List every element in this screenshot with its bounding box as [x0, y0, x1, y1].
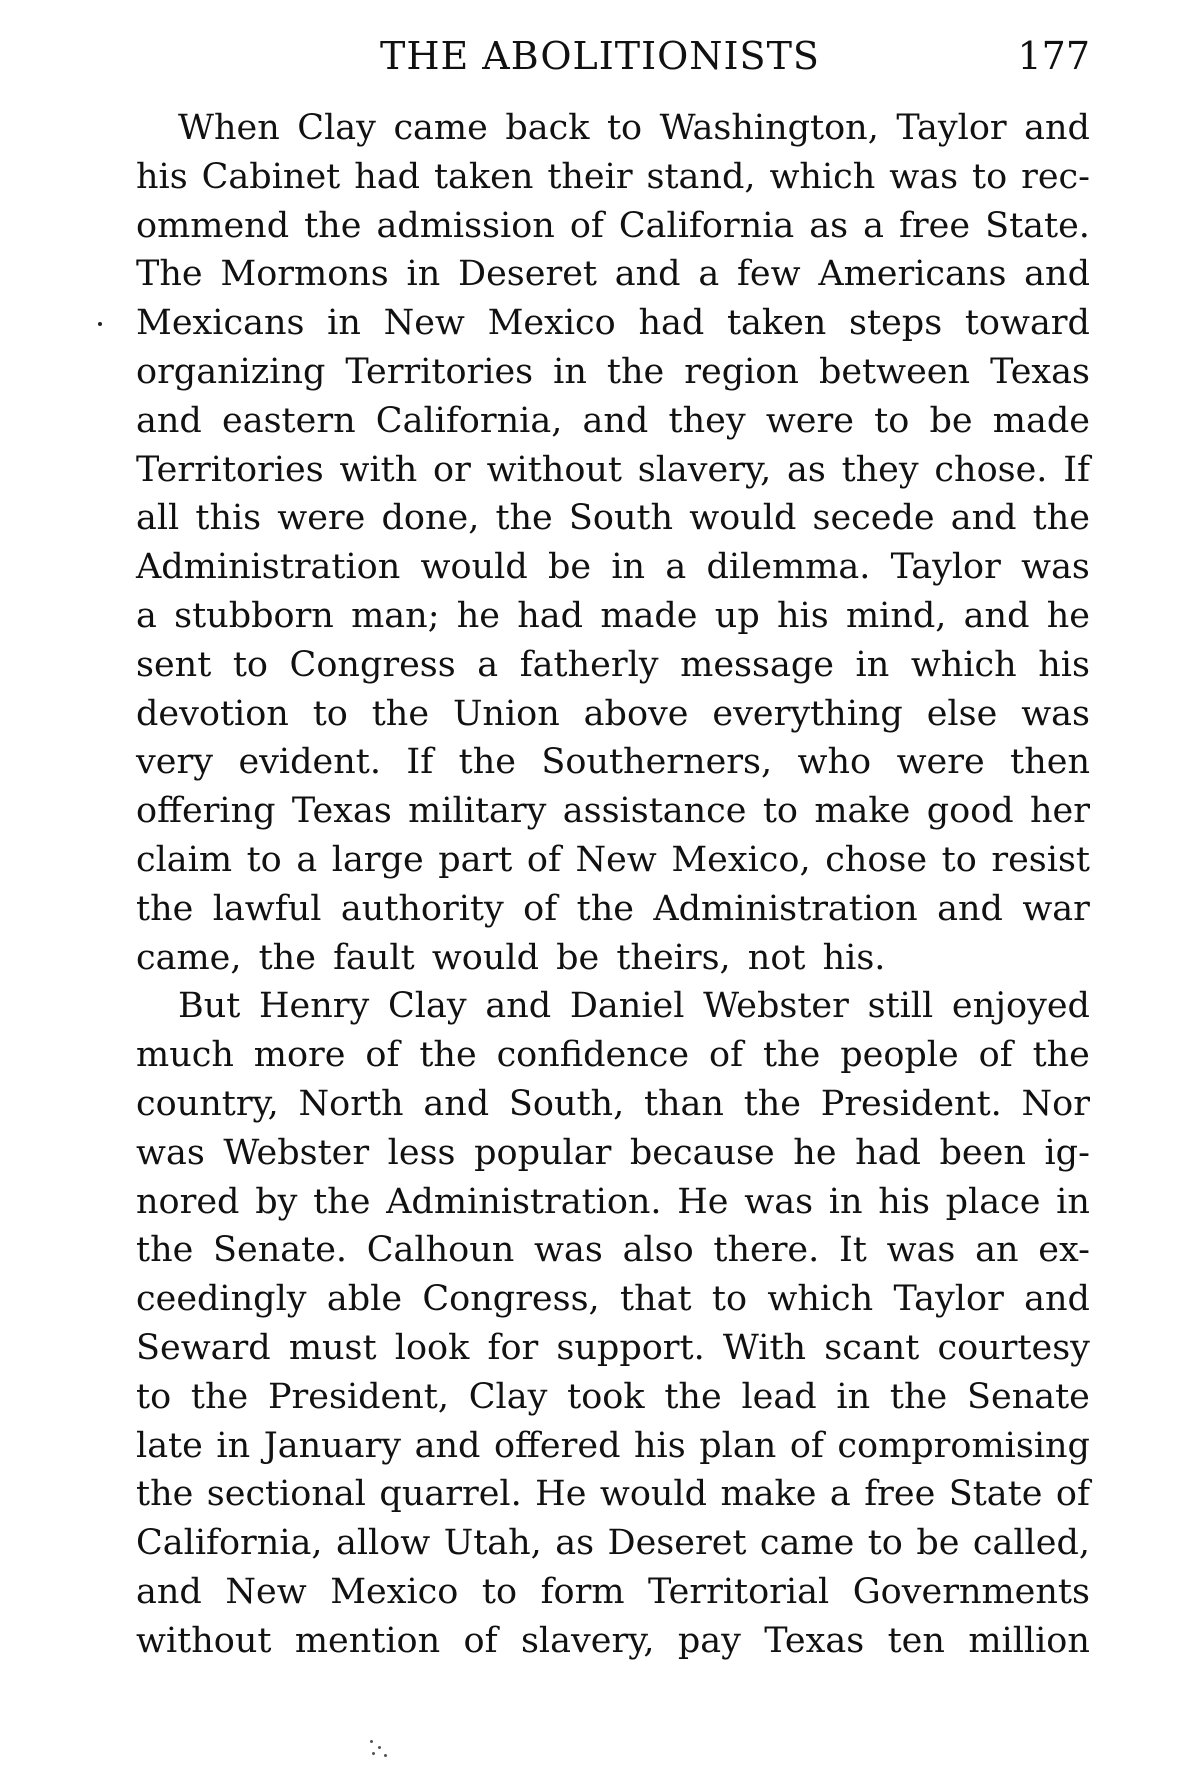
text-line: without mention of slavery, pay Texas ten million: [136, 1620, 1090, 1661]
text-line: offering Texas military assistance to make good her: [136, 791, 1090, 832]
text-line: ceedingly able Congress, that to which Taylor and: [136, 1279, 1090, 1320]
text-line: When Clay came back to Washington, Taylor and: [178, 108, 1090, 148]
text-line: a stubborn man; he had made up his mind, and he: [136, 595, 1090, 636]
text-line: all this were done, the South would secede and the: [136, 498, 1090, 539]
text-line: ommend the admission of California as a free State.: [136, 205, 1090, 246]
text-line: Territories with or without slavery, as they chose. If: [136, 449, 1090, 490]
text-line: the sectional quarrel. He would make a free State of: [136, 1474, 1090, 1515]
text-line: claim to a large part of New Mexico, chose to resist: [136, 839, 1090, 880]
text-line: the lawful authority of the Administration and war: [136, 888, 1090, 929]
text-line: devotion to the Union above everything else was: [136, 693, 1090, 734]
text-line: The Mormons in Deseret and a few Americans and: [136, 254, 1090, 295]
stray-mark: [98, 322, 102, 326]
text-line: very evident. If the Southerners, who were then: [136, 742, 1090, 783]
page-number: 177: [1017, 34, 1090, 78]
text-line: his Cabinet had taken their stand, which was to rec-: [136, 156, 1090, 197]
text-line: Mexicans in New Mexico had taken steps toward: [136, 303, 1090, 344]
text-line: sent to Congress a fatherly message in which his: [136, 644, 1090, 685]
text-line: California, allow Utah, as Deseret came to be called,: [136, 1523, 1090, 1564]
text-line: was Webster less popular because he had been ig-: [136, 1132, 1090, 1173]
body-text: [136, 104, 1090, 1666]
text-line: and eastern California, and they were to be made: [136, 400, 1090, 441]
text-line: the Senate. Calhoun was also there. It was an ex-: [136, 1230, 1090, 1271]
text-line: nored by the Administration. He was in his place in: [136, 1181, 1090, 1222]
text-line: Seward must look for support. With scant courtesy: [136, 1327, 1090, 1368]
text-line: much more of the confidence of the people of the: [136, 1035, 1090, 1076]
text-line: organizing Territories in the region between Texas: [136, 351, 1090, 392]
text-line: to the President, Clay took the lead in the Senate: [136, 1376, 1090, 1417]
text-line: late in January and offered his plan of compromising: [136, 1425, 1090, 1466]
text-line: came, the fault would be theirs, not his.: [136, 937, 886, 978]
text-line: But Henry Clay and Daniel Webster still enjoyed: [178, 986, 1090, 1027]
running-title: THE ABOLITIONISTS: [380, 34, 820, 78]
text-line: and New Mexico to form Territorial Governments: [136, 1571, 1090, 1612]
bottom-speckle-marks: [368, 1738, 390, 1760]
running-head: [140, 28, 1090, 84]
text-line: country, North and South, than the President. Nor: [136, 1083, 1090, 1124]
text-line: Administration would be in a dilemma. Taylor was: [136, 547, 1090, 588]
